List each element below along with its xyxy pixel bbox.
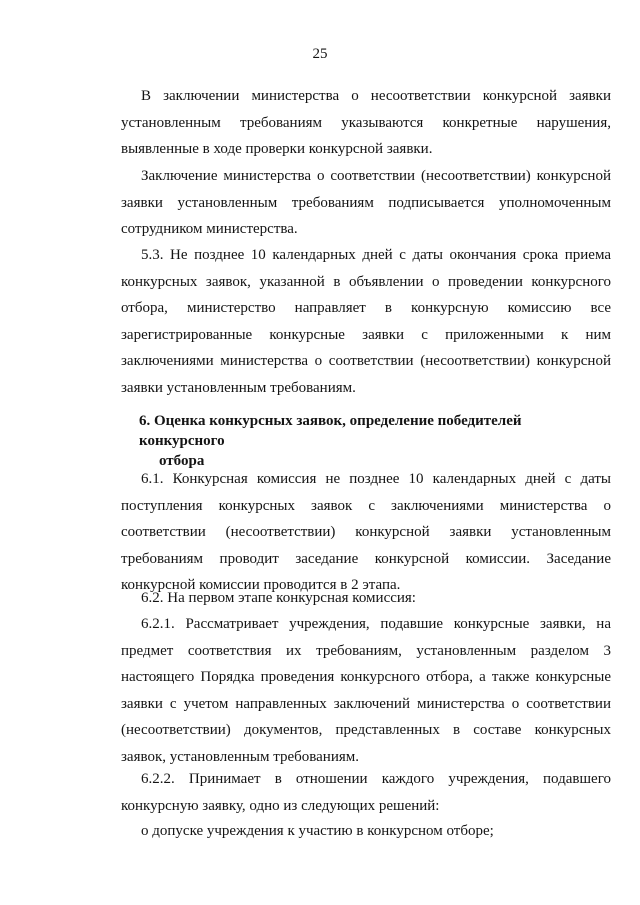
paragraph-text: о допуске учреждения к участию в конкурсном отборе; [141, 823, 494, 839]
paragraph-text: 6.2.2. Принимает в отношении каждого учреждения, подавшего конкурсную заявку, одно из следующих решений: [121, 771, 611, 814]
paragraph-conclusion-signature [121, 163, 611, 243]
paragraph-text: 6.2. На первом этапе конкурсная комиссия: [141, 590, 416, 606]
paragraph-6-1 [121, 466, 611, 599]
page-number: 25 [312, 46, 328, 62]
section-heading [139, 411, 609, 471]
paragraph-text: 6.1. Конкурсная комиссия не позднее 10 календарных дней с даты поступления конкурсных заявок с заключениями министерства о соответствии (несоответствии) конкурсной заявки установленным требованиям проводит заседание конкурсной комиссии. Заседание конкурсной комиссии проводится в 2 этапа. [121, 471, 611, 593]
section-heading-line1: 6. Оценка конкурсных заявок, определение победителей конкурсного [139, 413, 522, 449]
paragraph-text: 5.3. Не позднее 10 календарных дней с даты окончания срока приема конкурсных заявок, указанной в объявлении о проведении конкурсного отбора, министерство направляет в конкурсную комиссию все зарегистрированные конкурсные заявки с приложенными к ним заключениями министерства о соответствии (несоответствии) конкурсной заявки установленным требованиям. [121, 247, 611, 396]
paragraph-5-3 [121, 242, 611, 401]
paragraph-nonconformity-conclusion [121, 83, 611, 163]
paragraph-admission-decision [121, 818, 611, 845]
paragraph-text: 6.2.1. Рассматривает учреждения, подавшие конкурсные заявки, на предмет соответствия их требованиям, установленным разделом 3 настоящего Порядка проведения конкурсного отбора, а также конкурсные заявки с учетом направленных заключений министерства о соответствии (несоответствии) документов, представленных в составе конкурсных заявок, установленным требованиям. [121, 616, 611, 765]
paragraph-6-2-1 [121, 611, 611, 770]
paragraph-6-2-2 [121, 766, 611, 819]
paragraph-6-2 [121, 585, 611, 612]
section-heading-line2: отбора [159, 453, 205, 469]
paragraph-text: Заключение министерства о соответствии (несоответствии) конкурсной заявки установленным требованиям подписывается уполномоченным сотрудником министерства. [121, 168, 611, 237]
paragraph-text: В заключении министерства о несоответствии конкурсной заявки установленным требованиям указываются конкретные нарушения, выявленные в ходе проверки конкурсной заявки. [121, 88, 611, 157]
